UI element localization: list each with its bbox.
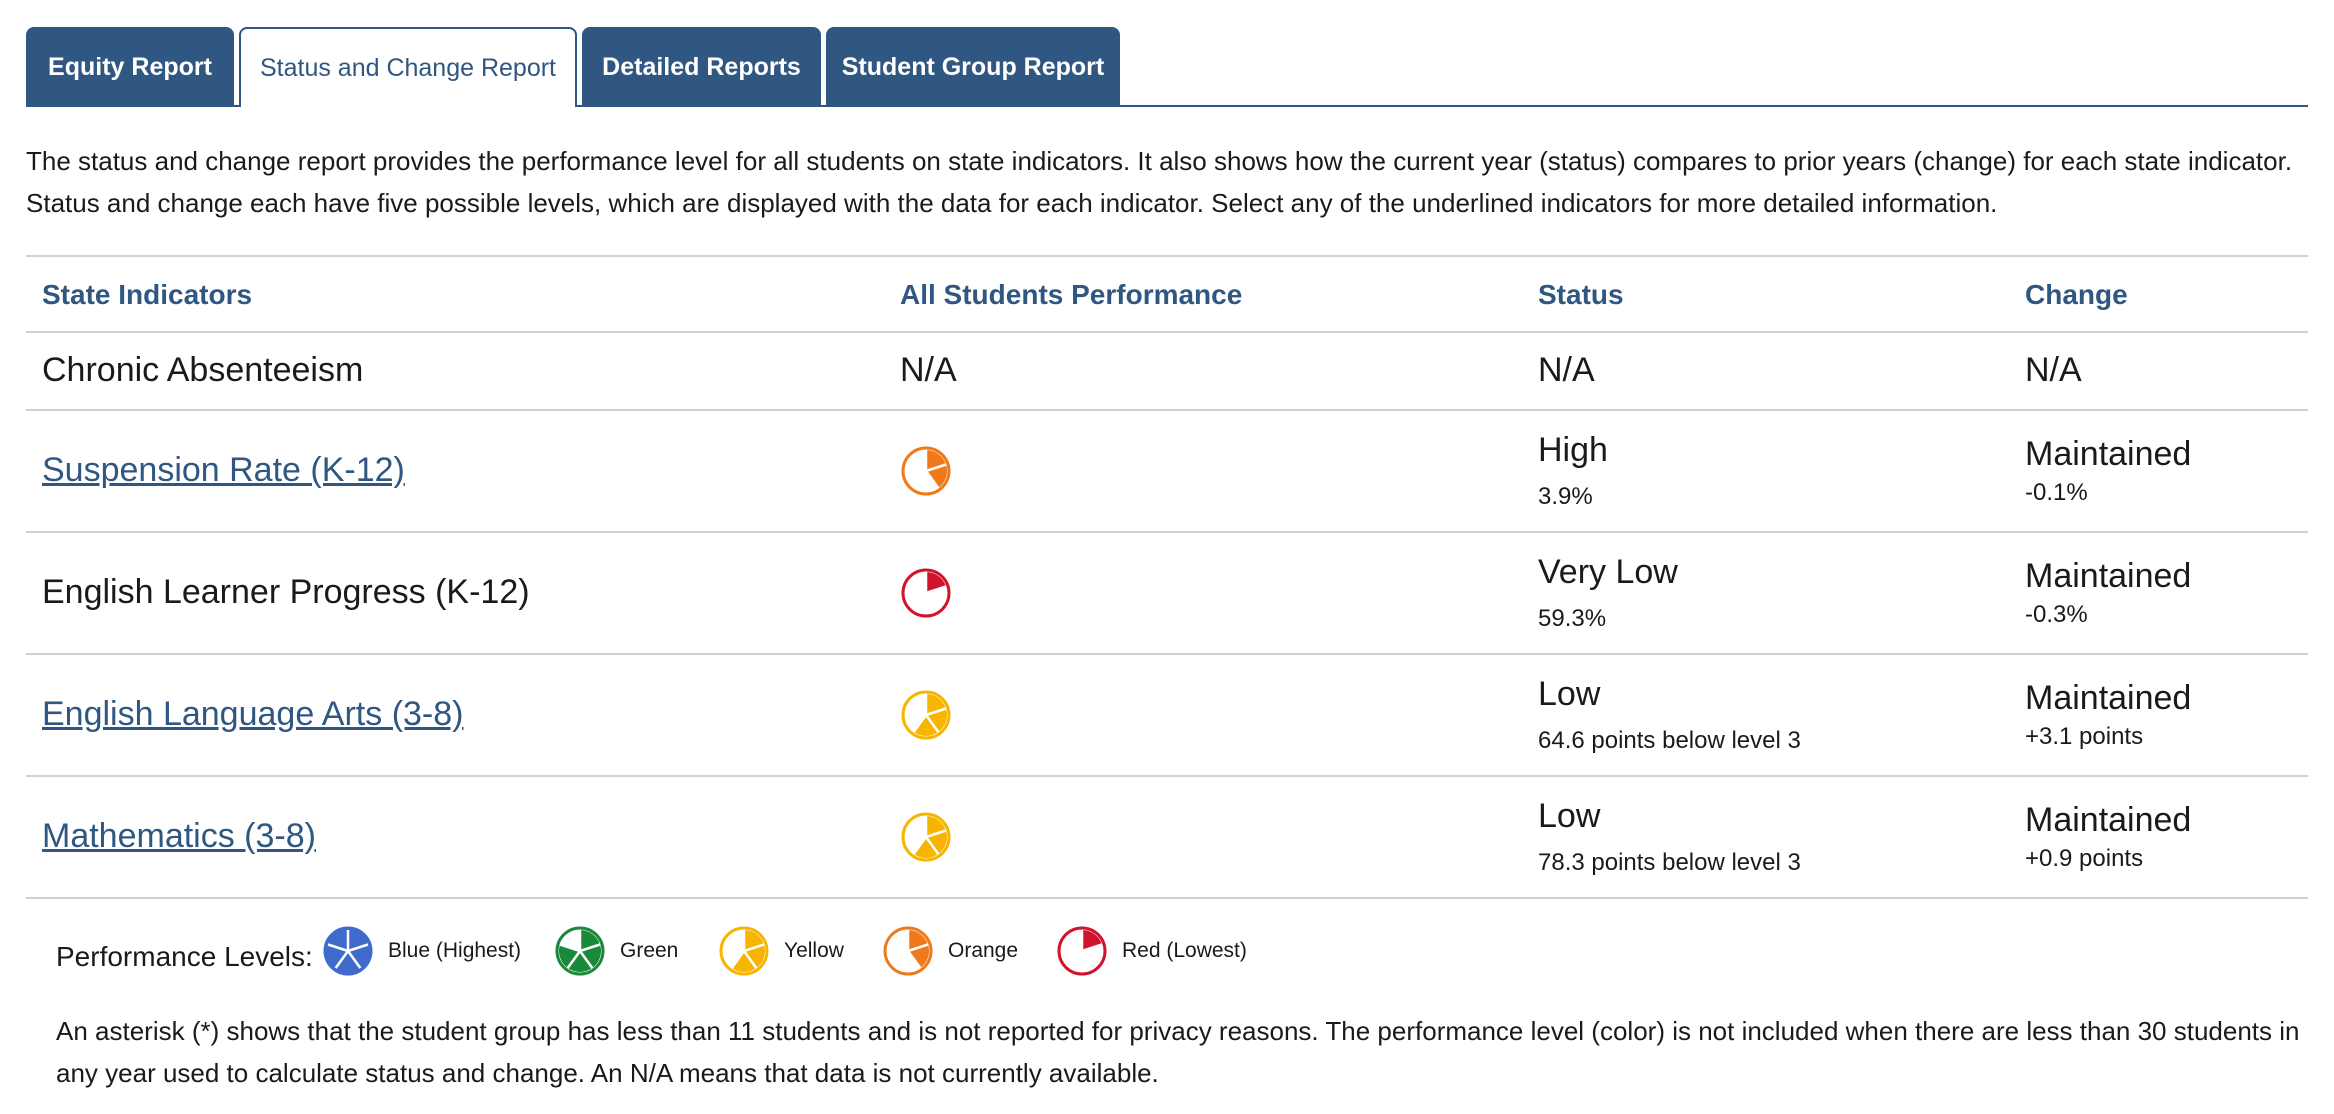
- indicator-link-english-language-arts[interactable]: English Language Arts (3-8): [42, 695, 464, 733]
- yellow-gauge-icon: [900, 811, 952, 868]
- table-row: [26, 411, 2308, 533]
- legend-item-label: Orange: [948, 939, 1019, 962]
- yellow-gauge-icon: [718, 925, 770, 977]
- legend-item-blue: [322, 925, 521, 977]
- legend-item-label: Red (Lowest): [1122, 939, 1247, 962]
- change-detail: +3.1 points: [2025, 723, 2144, 750]
- footnote-line-1: An asterisk (*) shows that the student group has less than 11 students and is not reported for privacy reasons. The performance level (color) is not included when there are less than 30 students in: [56, 1016, 2300, 1046]
- status-detail: 78.3 points below level 3: [1538, 849, 1801, 876]
- footnote: [56, 1010, 2306, 1094]
- table-row: [26, 655, 2308, 777]
- status-detail: 64.6 points below level 3: [1538, 727, 1801, 754]
- tab-detailed-reports[interactable]: Detailed Reports: [582, 27, 821, 105]
- indicator-label: English Learner Progress (K-12): [42, 573, 530, 611]
- status-value: Low: [1538, 675, 1601, 713]
- blue-gauge-icon: [322, 925, 374, 977]
- green-gauge-icon: [554, 925, 606, 977]
- change-value: N/A: [2025, 351, 2082, 389]
- table-header: [26, 255, 2308, 333]
- status-value: Very Low: [1538, 553, 1678, 591]
- intro-line-1: The status and change report provides the performance level for all students on state indicators. It also shows how the current year (status) compares to prior years (change) for each state indicator.: [26, 146, 2293, 176]
- table-row: [26, 333, 2308, 411]
- header-state-indicators: State Indicators: [42, 279, 253, 310]
- orange-gauge-icon: [882, 925, 934, 977]
- indicator-link-mathematics[interactable]: Mathematics (3-8): [42, 817, 316, 855]
- change-detail: -0.3%: [2025, 601, 2088, 628]
- header-change: Change: [2025, 279, 2128, 310]
- table-row: [26, 533, 2308, 655]
- change-value: Maintained: [2025, 801, 2192, 839]
- header-all-students-performance: All Students Performance: [900, 279, 1243, 310]
- header-status: Status: [1538, 279, 1624, 310]
- indicator-link-suspension-rate[interactable]: Suspension Rate (K-12): [42, 451, 405, 489]
- legend-item-orange: [882, 925, 1018, 977]
- intro-text: [26, 140, 2316, 224]
- legend-item-red: [1056, 925, 1247, 977]
- status-value: N/A: [1538, 351, 1595, 389]
- change-detail: +0.9 points: [2025, 845, 2144, 872]
- legend-item-label: Blue (Highest): [388, 939, 522, 962]
- legend-item-label: Yellow: [784, 939, 844, 962]
- legend-item-label: Green: [620, 939, 679, 962]
- red-gauge-icon: [1056, 925, 1108, 977]
- indicators-table: [26, 255, 2308, 899]
- indicator-label: Chronic Absenteeism: [42, 351, 364, 389]
- change-value: Maintained: [2025, 557, 2192, 595]
- intro-line-2: Status and change each have five possible levels, which are displayed with the data for each indicator. Select any of the underlined indicators for more detailed information.: [26, 188, 1998, 218]
- footnote-line-2: any year used to calculate status and change. An N/A means that data is not currently available.: [56, 1058, 1159, 1088]
- report-tabs: [26, 27, 2308, 107]
- performance-levels-legend: [56, 925, 1356, 985]
- legend-item-green: [554, 925, 678, 977]
- change-detail: -0.1%: [2025, 479, 2088, 506]
- status-value: High: [1538, 431, 1608, 469]
- change-value: Maintained: [2025, 435, 2192, 473]
- orange-gauge-icon: [900, 445, 952, 502]
- yellow-gauge-icon: [900, 689, 952, 746]
- change-value: Maintained: [2025, 679, 2192, 717]
- tab-student-group-report[interactable]: Student Group Report: [826, 27, 1120, 105]
- legend-label: Performance Levels:: [56, 941, 313, 972]
- status-detail: 3.9%: [1538, 483, 1593, 510]
- red-gauge-icon: [900, 567, 952, 624]
- table-row: [26, 777, 2308, 899]
- legend-item-yellow: [718, 925, 844, 977]
- status-detail: 59.3%: [1538, 605, 1607, 632]
- tab-equity-report[interactable]: Equity Report: [26, 27, 234, 105]
- status-value: Low: [1538, 797, 1601, 835]
- tab-status-and-change-report[interactable]: Status and Change Report: [239, 27, 577, 107]
- performance-value: N/A: [900, 351, 957, 389]
